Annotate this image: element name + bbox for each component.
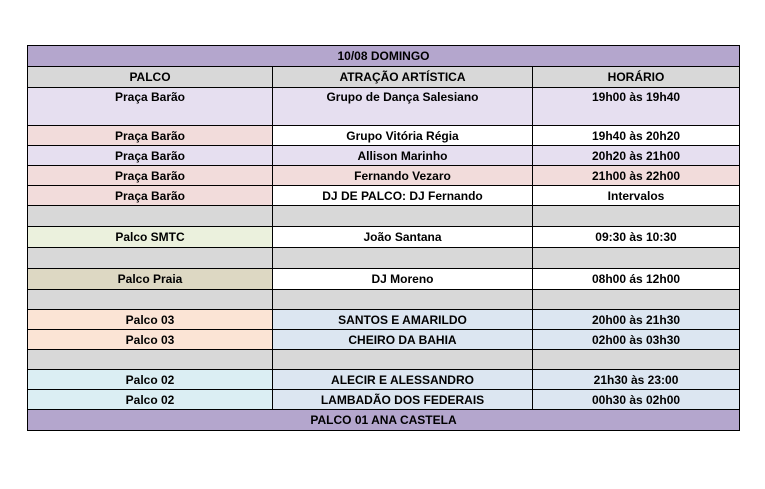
column-header-time: HORÁRIO <box>533 67 740 88</box>
act-cell: Grupo Vitória Régia <box>273 126 533 146</box>
table-row <box>28 166 740 186</box>
table-row <box>28 146 740 166</box>
act-cell: LAMBADÃO DOS FEDERAIS <box>273 390 533 410</box>
act-cell: Grupo de Dança Salesiano <box>273 88 533 126</box>
table-row <box>28 186 740 206</box>
act-cell: SANTOS E AMARILDO <box>273 310 533 330</box>
time-cell: 21h30 às 23:00 <box>533 370 740 390</box>
act-cell: DJ Moreno <box>273 269 533 290</box>
title-row <box>28 46 740 67</box>
stage-cell: Palco SMTC <box>28 227 273 248</box>
stage-cell: Praça Barão <box>28 166 273 186</box>
separator-row <box>28 290 740 310</box>
table-row <box>28 88 740 126</box>
stage-cell: Palco 02 <box>28 370 273 390</box>
time-cell: 19h00 às 19h40 <box>533 88 740 126</box>
time-cell: 09:30 às 10:30 <box>533 227 740 248</box>
act-cell: CHEIRO DA BAHIA <box>273 330 533 350</box>
act-cell: Fernando Vezaro <box>273 166 533 186</box>
time-cell: 21h00 às 22h00 <box>533 166 740 186</box>
table-title: 10/08 DOMINGO <box>28 46 740 67</box>
stage-cell: Praça Barão <box>28 88 273 126</box>
time-cell: 08h00 ás 12h00 <box>533 269 740 290</box>
act-cell: DJ DE PALCO: DJ Fernando <box>273 186 533 206</box>
footer-label: PALCO 01 ANA CASTELA <box>28 410 740 431</box>
stage-cell: Praça Barão <box>28 186 273 206</box>
table-row <box>28 310 740 330</box>
table-row <box>28 269 740 290</box>
column-header-act: ATRAÇÃO ARTÍSTICA <box>273 67 533 88</box>
time-cell: 20h00 às 21h30 <box>533 310 740 330</box>
schedule-table <box>27 45 740 431</box>
table-row <box>28 126 740 146</box>
act-cell: ALECIR E ALESSANDRO <box>273 370 533 390</box>
time-cell: 20h20 às 21h00 <box>533 146 740 166</box>
stage-cell: Praça Barão <box>28 146 273 166</box>
act-cell: Allison Marinho <box>273 146 533 166</box>
table-row <box>28 227 740 248</box>
time-cell: Intervalos <box>533 186 740 206</box>
stage-cell: Praça Barão <box>28 126 273 146</box>
stage-cell: Palco 03 <box>28 330 273 350</box>
time-cell: 00h30 às 02h00 <box>533 390 740 410</box>
stage-cell: Palco 03 <box>28 310 273 330</box>
table-row <box>28 390 740 410</box>
time-cell: 02h00 às 03h30 <box>533 330 740 350</box>
table-row <box>28 370 740 390</box>
act-cell: João Santana <box>273 227 533 248</box>
time-cell: 19h40 às 20h20 <box>533 126 740 146</box>
stage-cell: Palco Praia <box>28 269 273 290</box>
column-header-stage: PALCO <box>28 67 273 88</box>
table-row <box>28 330 740 350</box>
separator-row <box>28 350 740 370</box>
separator-row <box>28 248 740 269</box>
footer-row <box>28 410 740 431</box>
separator-row <box>28 206 740 227</box>
header-row <box>28 67 740 88</box>
stage-cell: Palco 02 <box>28 390 273 410</box>
